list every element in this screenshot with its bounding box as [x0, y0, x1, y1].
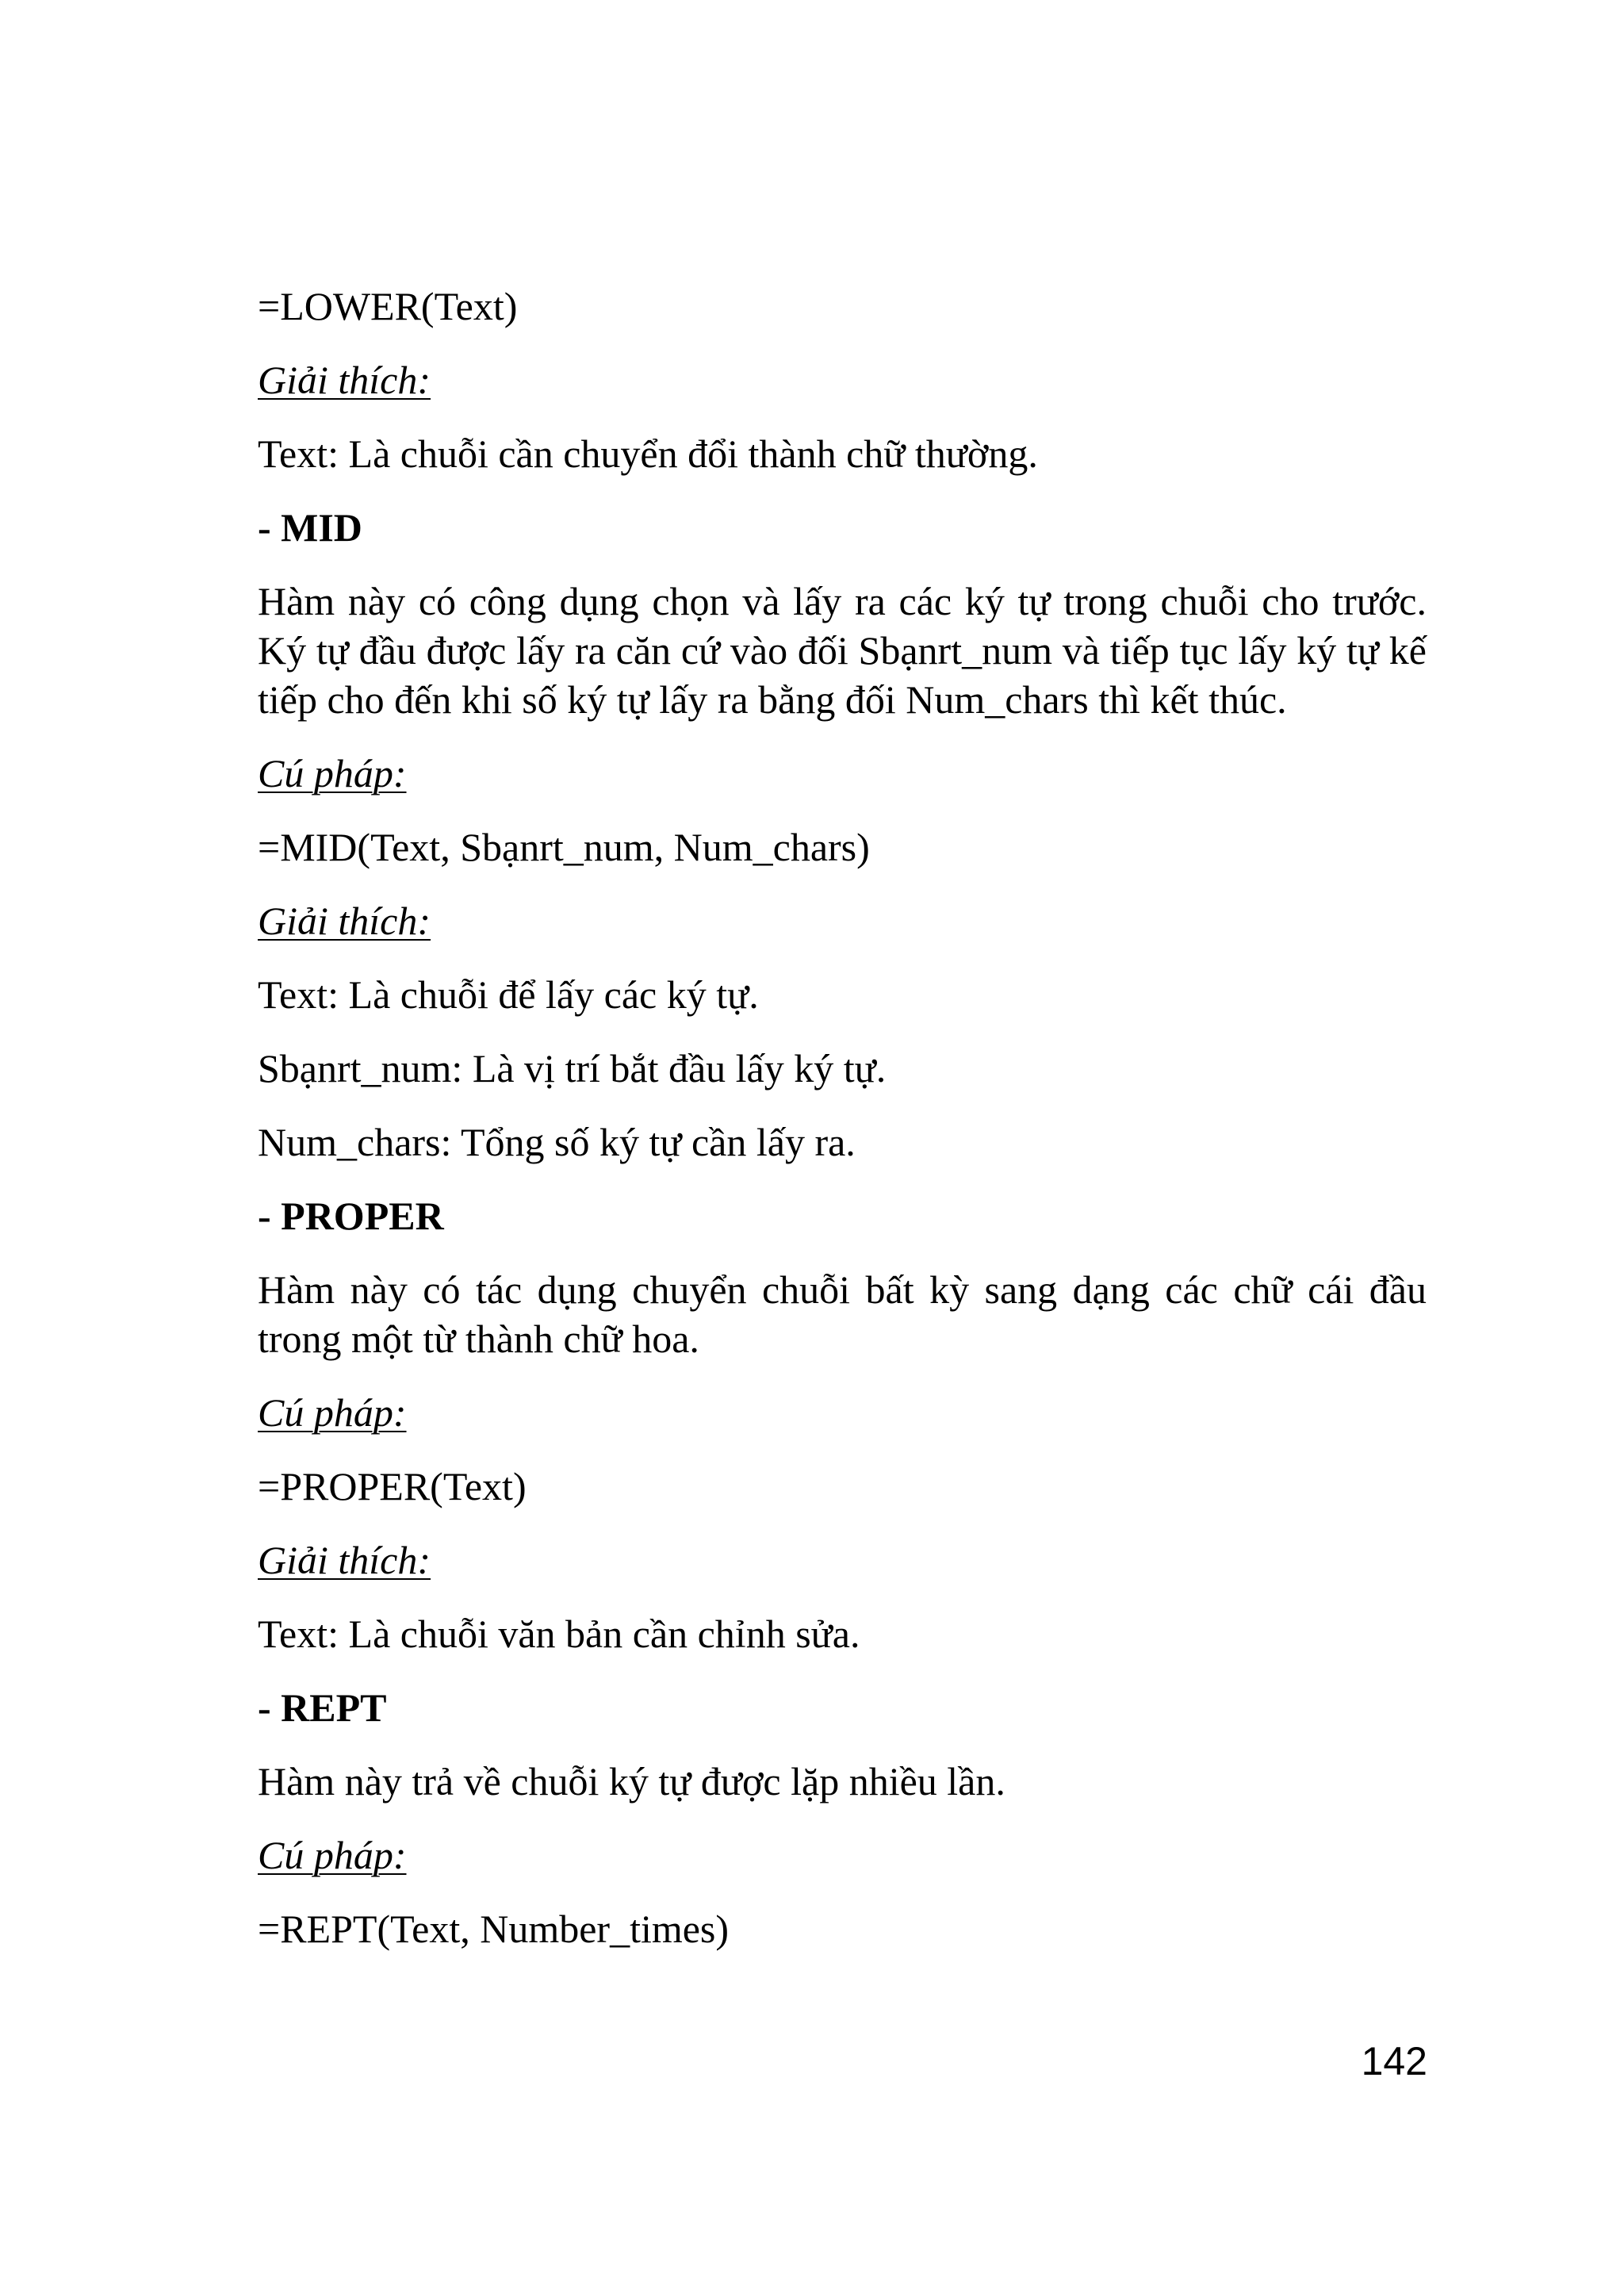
mid-syntax: =MID(Text, Sbạnrt_num, Num_chars) — [258, 825, 870, 869]
mid-start-explanation: Sbạnrt_num: Là vị trí bắt đầu lấy ký tự. — [258, 1046, 887, 1091]
proper-syntax: =PROPER(Text) — [258, 1464, 527, 1508]
syntax-label: Cú pháp: — [258, 751, 407, 795]
explanation-label: Giải thích: — [258, 358, 431, 402]
page-number: 142 — [1361, 2039, 1427, 2083]
rept-syntax: =REPT(Text, Number_times) — [258, 1907, 730, 1951]
proper-heading: - PROPER — [258, 1194, 444, 1238]
syntax-label: Cú pháp: — [258, 1833, 407, 1877]
proper-description: Hàm này có tác dụng chuyển chuỗi bất kỳ sang dạng các chữ cái đầu trong một từ thành chữ hoa. — [258, 1267, 1427, 1361]
mid-numchars-explanation: Num_chars: Tổng số ký tự cần lấy ra. — [258, 1120, 856, 1164]
lower-text-explanation: Text: Là chuỗi cần chuyển đổi thành chữ thường. — [258, 431, 1038, 476]
explanation-label: Giải thích: — [258, 899, 431, 943]
explanation-label: Giải thích: — [258, 1538, 431, 1582]
rept-description: Hàm này trả về chuỗi ký tự được lặp nhiều lần. — [258, 1759, 1005, 1803]
syntax-label: Cú pháp: — [258, 1390, 407, 1435]
mid-heading: - MID — [258, 505, 362, 550]
lower-syntax: =LOWER(Text) — [258, 284, 518, 328]
mid-description: Hàm này có công dụng chọn và lấy ra các ký tự trong chuỗi cho trước. Ký tự đầu được lấy ra căn cứ vào đối Sbạnrt_num và tiếp tục lấy ký tự kế tiếp cho đến khi số ký tự lấy ra bằng đối Num_chars thì kết thúc. — [258, 579, 1427, 722]
page-content — [258, 282, 1427, 1978]
mid-text-explanation: Text: Là chuỗi để lấy các ký tự. — [258, 972, 759, 1017]
rept-heading: - REPT — [258, 1685, 387, 1730]
proper-text-explanation: Text: Là chuỗi văn bản cần chỉnh sửa. — [258, 1612, 860, 1656]
